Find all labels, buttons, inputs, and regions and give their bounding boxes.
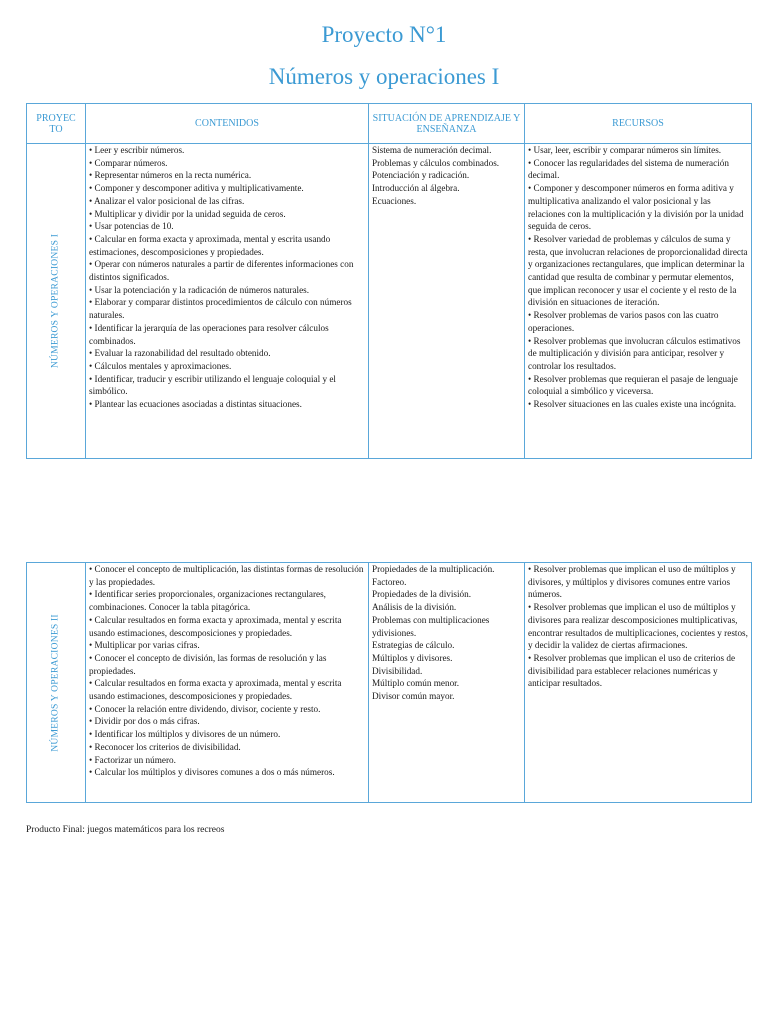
situacion-cell: [369, 144, 525, 459]
list-item: • Usar, leer, escribir y comparar números sin límites.: [528, 145, 722, 155]
list-item: • Calcular en forma exacta y aproximada, mental y escrita usando estimaciones, descomposiciones y propiedades.: [89, 233, 331, 257]
list-item: • Resolver problemas que implican el uso de múltiplos y divisores para realizar descomposiciones multiplicativas, encontrar resultados de multiplicaciones, cocientes y restos, y decidir la validez de ciertas afirmaciones.: [528, 602, 748, 651]
list-item: • Elaborar y comparar distintos procedimientos de cálculo con números naturales.: [89, 297, 352, 321]
list-item: Múltiplos y divisores.: [372, 652, 453, 663]
recursos-list: [528, 144, 748, 411]
header-contenidos: CONTENIDOS: [86, 104, 369, 144]
list-item: • Usar potencias de 10.: [89, 221, 174, 232]
list-item: • Multiplicar y dividir por la unidad seguida de ceros.: [89, 208, 286, 219]
list-item: • Conocer el concepto de división, las formas de resolución y las propiedades.: [89, 652, 327, 676]
project-name-cell: [27, 144, 86, 459]
list-item: • Operar con números naturales a partir de diferentes informaciones con distintos significados.: [89, 259, 354, 283]
list-item: Introducción al álgebra.: [372, 183, 460, 194]
list-item: • Comparar números.: [89, 157, 168, 168]
header-recursos: RECURSOS: [525, 104, 752, 144]
list-item: Estrategias de cálculo.: [372, 640, 455, 651]
list-item: • Resolver problemas que involucran cálculos estimativos de multiplicación y división para anticipar, resolver y controlar los resultados.: [528, 335, 741, 371]
list-item: • Identificar la jerarquía de las operaciones para resolver cálculos combinados.: [89, 322, 329, 346]
contenidos-list: [89, 144, 365, 411]
list-item: • Evaluar la razonabilidad del resultado obtenido.: [89, 348, 271, 359]
list-item: • Conocer el concepto de multiplicación, las distintas formas de resolución y las propiedades.: [89, 564, 364, 587]
situacion-list: [372, 144, 521, 208]
list-item: • Componer y descomponer aditiva y multiplicativamente.: [89, 183, 304, 194]
list-item: • Calcular resultados en forma exacta y aproximada, mental y escrita usando estimaciones, descomposiciones y propiedades.: [89, 614, 342, 638]
document-subtitle: Números y operaciones I: [268, 64, 500, 89]
list-item: • Identificar los múltiplos y divisores de un número.: [89, 729, 281, 740]
list-item: • Conocer la relación entre dividendo, divisor, cociente y resto.: [89, 703, 321, 714]
project-name: NÚMEROS Y OPERACIONES I: [49, 233, 61, 369]
contenidos-cell: [86, 144, 369, 459]
list-item: • Reconocer los criterios de divisibilidad.: [89, 741, 241, 752]
list-item: Divisor común mayor.: [372, 691, 455, 702]
list-item: Propiedades de la división.: [372, 589, 472, 600]
list-item: Análisis de la división.: [372, 602, 457, 613]
contenidos-cell: [86, 563, 369, 803]
list-item: Ecuaciones.: [372, 195, 417, 206]
list-item: • Resolver situaciones en las cuales existe una incógnita.: [528, 399, 737, 410]
list-item: • Identificar, traducir y escribir utilizando el lenguaje coloquial y el simbólico.: [89, 373, 336, 397]
list-item: • Resolver problemas que implican el uso de criterios de divisibilidad para establecer relaciones numéricas y anticipar resultados.: [528, 652, 736, 689]
final-product-note: Producto Final: juegos matemáticos para los recreos: [26, 825, 225, 835]
project-name-cell: [27, 563, 86, 803]
list-item: • Plantear las ecuaciones asociadas a distintas situaciones.: [89, 399, 302, 410]
list-item: • Dividir por dos o más cifras.: [89, 716, 200, 727]
list-item: Factoreo.: [372, 576, 407, 587]
list-item: • Resolver variedad de problemas y cálculos de suma y resta, que involucran relaciones de proporcionalidad directa y organizaciones rectangulares, que implican determinar la cantidad que resulta de combinar y permutar elementos, que implican reconocer y usar el cociente y el resto de la división en situaciones de iteración.: [528, 233, 748, 308]
list-item: • Factorizar un número.: [89, 754, 176, 765]
list-item: Múltiplo común menor.: [372, 678, 460, 689]
list-item: • Representar números en la recta numérica.: [89, 170, 252, 181]
list-item: • Componer y descomponer números en forma aditiva y multiplicativa analizando el valor posicional y las relaciones con la multiplicación y la división por la unidad seguida de ceros.: [528, 183, 744, 232]
list-item: Problemas con multiplicaciones ydivisiones.: [372, 614, 490, 638]
header-situacion: SITUACIÓN DE APRENDIZAJE Y ENSEÑANZA: [369, 104, 525, 144]
list-item: • Calcular resultados en forma exacta y aproximada, mental y escrita usando estimaciones, descomposiciones y propiedades.: [89, 678, 342, 702]
list-item: • Calcular los múltiplos y divisores comunes a dos o más números.: [89, 767, 335, 778]
situacion-list: [372, 563, 521, 703]
list-item: • Cálculos mentales y aproximaciones.: [89, 360, 232, 371]
situacion-cell: [369, 563, 525, 803]
list-item: Potenciación y radicación.: [372, 170, 470, 181]
list-item: Propiedades de la multiplicación.: [372, 564, 495, 574]
list-item: Sistema de numeración decimal.: [372, 145, 492, 155]
contenidos-list: [89, 563, 365, 779]
list-item: • Identificar series proporcionales, organizaciones rectangulares, combinaciones. Conocer la tabla pitagórica.: [89, 589, 326, 613]
project-name: NÚMEROS Y OPERACIONES II: [49, 613, 61, 752]
list-item: • Usar la potenciación y la radicación de números naturales.: [89, 284, 310, 295]
list-item: • Analizar el valor posicional de las cifras.: [89, 195, 245, 206]
project-table-1: [26, 103, 752, 459]
recursos-cell: [525, 144, 752, 459]
project-table-2: [26, 562, 752, 803]
document-title: Proyecto N°1: [321, 22, 447, 47]
list-item: • Leer y escribir números.: [89, 145, 185, 155]
project-row-1: [27, 144, 752, 459]
list-item: • Resolver problemas que implican el uso de múltiplos y divisores, y múltiplos y divisores comunes entre varios números.: [528, 564, 736, 600]
list-item: • Resolver problemas de varios pasos con las cuatro operaciones.: [528, 310, 719, 333]
list-item: • Multiplicar por varias cifras.: [89, 640, 200, 651]
recursos-list: [528, 563, 748, 690]
header-proyecto: PROYEC TO: [27, 104, 86, 144]
list-item: • Resolver problemas que requieran el pasaje de lenguaje coloquial a simbólico y viceversa.: [528, 373, 738, 397]
recursos-cell: [525, 563, 752, 803]
list-item: Divisibilidad.: [372, 665, 423, 676]
project-row-2: [27, 563, 752, 803]
table-header-row: [27, 104, 752, 144]
list-item: Problemas y cálculos combinados.: [372, 157, 500, 168]
list-item: • Conocer las regularidades del sistema de numeración decimal.: [528, 157, 729, 181]
